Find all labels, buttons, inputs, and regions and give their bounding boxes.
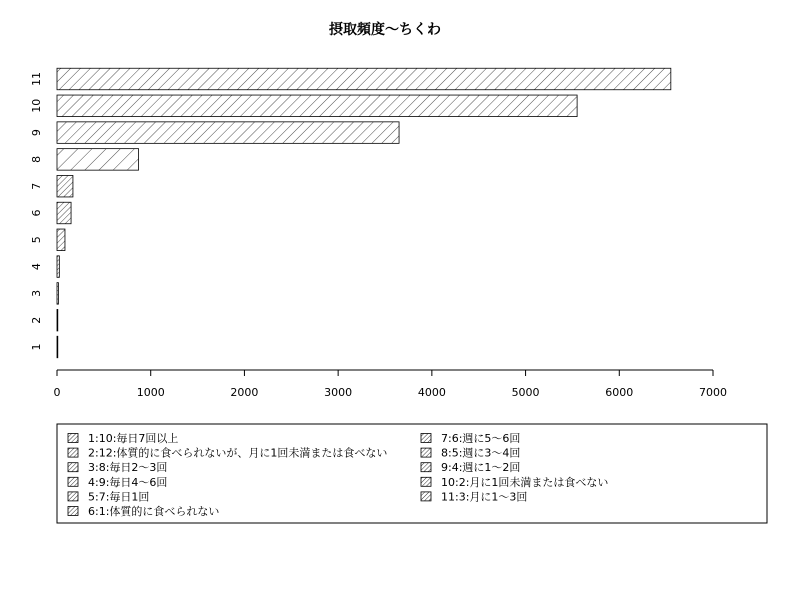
legend-label: 7:6:週に5〜6回	[441, 432, 521, 445]
y-tick-label: 10	[30, 98, 43, 113]
y-tick-label: 1	[30, 343, 43, 351]
y-tick-label: 5	[30, 236, 43, 244]
bar-8	[57, 149, 139, 171]
y-tick-label: 11	[30, 72, 43, 86]
y-tick-label: 3	[30, 289, 43, 297]
x-tick-label: 6000	[605, 386, 634, 399]
legend-label: 10:2:月に1回未満または食べない	[441, 475, 609, 489]
x-tick-label: 5000	[511, 386, 540, 399]
bar-9	[57, 122, 399, 144]
chart-title: 摂取頻度〜ちくわ	[329, 22, 441, 38]
x-tick-label: 1000	[136, 386, 165, 399]
bar-3	[57, 283, 58, 305]
legend-label: 8:5:週に3〜4回	[441, 446, 521, 460]
bar-4	[57, 256, 59, 278]
y-tick-label: 9	[30, 129, 43, 137]
y-tick-label: 2	[30, 316, 43, 324]
y-tick-label: 4	[30, 263, 43, 271]
legend-swatch	[68, 507, 78, 516]
bar-1	[57, 336, 58, 358]
legend-label: 4:9:毎日4〜6回	[88, 475, 168, 489]
legend-swatch	[68, 434, 78, 443]
y-axis	[30, 72, 43, 351]
y-tick-label: 8	[30, 155, 43, 163]
legend-label: 9:4:週に1〜2回	[441, 461, 521, 475]
legend-swatch	[68, 463, 78, 472]
x-tick-label: 2000	[230, 386, 259, 399]
legend-swatch	[421, 463, 431, 472]
legend-swatch	[68, 448, 78, 457]
x-tick-label: 0	[53, 386, 61, 399]
bar-10	[57, 95, 577, 117]
bar-11	[57, 68, 671, 90]
legend-label: 11:3:月に1〜3回	[441, 490, 528, 504]
bar-7	[57, 175, 73, 197]
legend-swatch	[421, 492, 431, 501]
bar-6	[57, 202, 71, 224]
x-tick-label: 4000	[417, 386, 446, 399]
legend-swatch	[68, 477, 78, 486]
legend-label: 3:8:毎日2〜3回	[88, 461, 168, 475]
legend-label: 1:10:毎日7回以上	[88, 432, 179, 445]
legend-swatch	[421, 434, 431, 443]
x-tick-label: 3000	[324, 386, 353, 399]
x-tick-label: 7000	[699, 386, 727, 399]
legend-swatch	[421, 448, 431, 457]
bar-5	[57, 229, 65, 251]
legend	[57, 424, 767, 523]
legend-swatch	[68, 492, 78, 501]
bar-2	[57, 309, 58, 331]
legend-label: 6:1:体質的に食べられない	[88, 505, 220, 518]
y-tick-label: 7	[30, 182, 43, 190]
legend-label: 5:7:毎日1回	[88, 490, 150, 504]
legend-label: 2:12:体質的に食べられないが、月に1回未満または食べない	[88, 446, 388, 460]
y-tick-label: 6	[30, 209, 43, 217]
x-axis	[54, 370, 728, 399]
bars-layer	[57, 68, 671, 358]
legend-swatch	[421, 477, 431, 486]
